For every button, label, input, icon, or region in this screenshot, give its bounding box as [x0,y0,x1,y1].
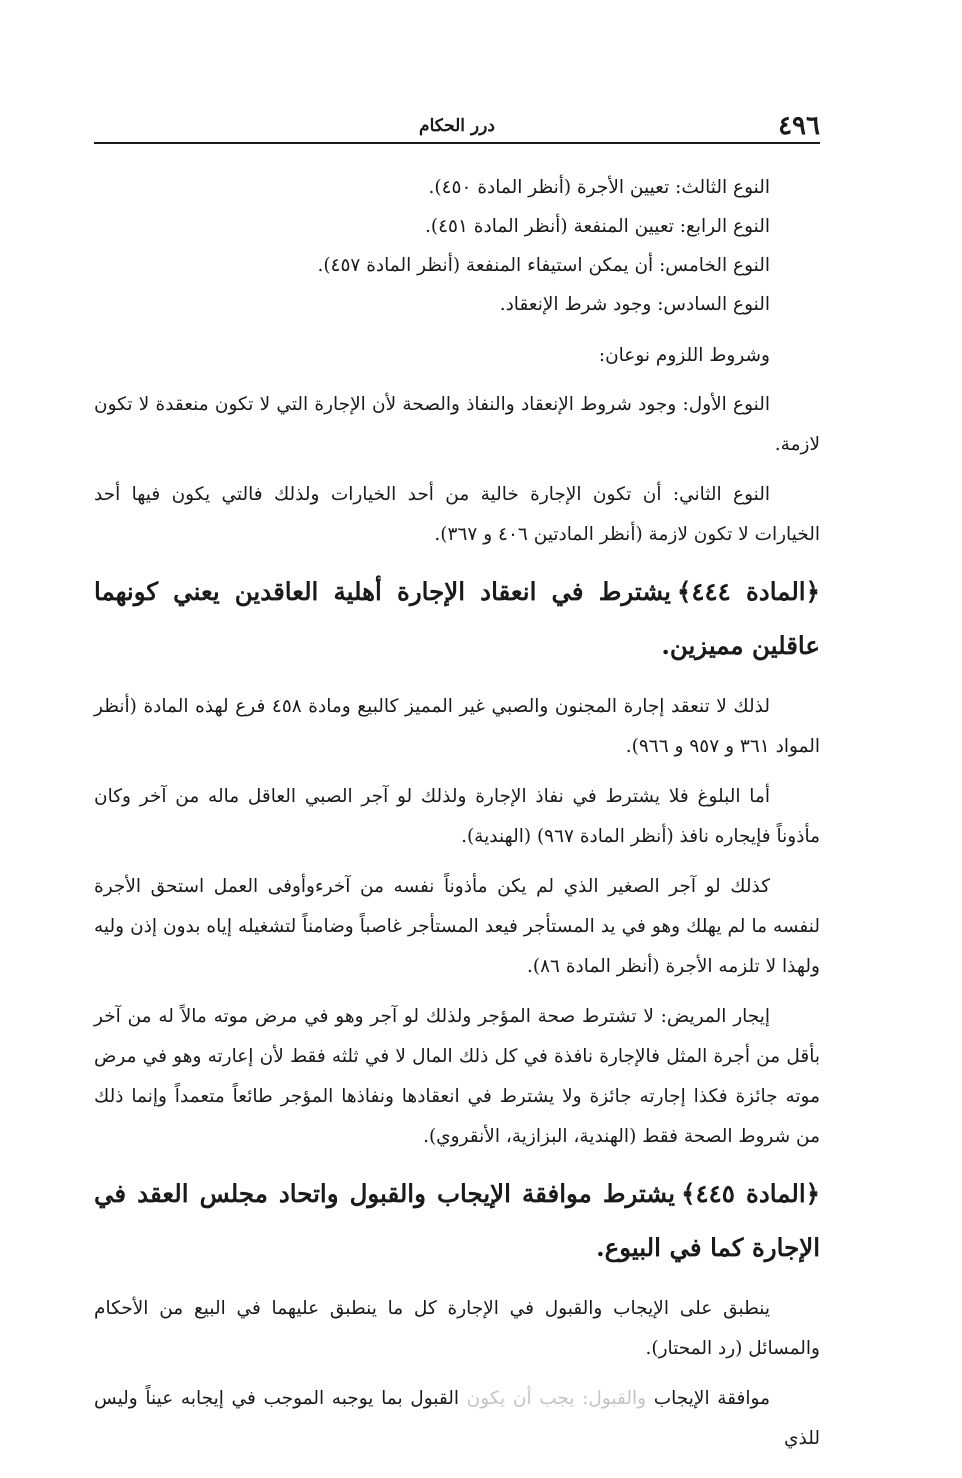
article-444-number: ﴿المادة ٤٤٤﴾ [677,577,820,606]
paragraph-445-b-end: القبول بما يوجبه الموجب في إيجابه عيناً وليس للذي [94,1388,820,1449]
paragraph-445-b-start: موافقة الإيجاب [646,1388,770,1409]
list-item-type3: النوع الثالث: تعيين الأجرة (أنظر المادة ٤٥٠). [428,177,770,198]
running-title: درر الحكام [419,116,495,136]
paragraph-445-b [94,1379,820,1459]
page-number: ٤٩٦ [778,111,820,141]
list-item-type4: النوع الرابع: تعيين المنفعة (أنظر المادة ٤٥١). [424,216,770,237]
paragraph-445-b-faded: والقبول: يجب أن يكون [466,1388,647,1409]
paragraph-445-a: ينطبق على الإيجاب والقبول في الإجارة كل ما ينطبق عليهما في البيع من الأحكام والمسائل (رد المحتار). [94,1298,820,1359]
paragraph-444-a: لذلك لا تنعقد إجارة المجنون والصبي غير المميز كالبيع ومادة ٤٥٨ فرع لهذه المادة (أنظر المواد ٣٦١ و ٩٥٧ و ٩٦٦). [94,696,820,757]
article-444-heading [94,565,820,673]
body-text [94,168,820,1469]
article-445-number: ﴿المادة ٤٤٥﴾ [681,1179,820,1208]
article-445-text: يشترط موافقة الإيجاب والقبول واتحاد مجلس العقد في الإجارة كما في البيوع. [94,1179,820,1262]
spacer [94,324,820,336]
paragraph-444-d: إيجار المريض: لا تشترط صحة المؤجر ولذلك لو آجر وهو في مرض موته مالاً له من آخر بأقل من أجرة المثل فالإجارة نافذة في كل ذلك المال لا في ثلثه فقط لأن إعارته وهو في مرض موته جائزة فكذا إجارته جائزة ولا يشترط في انعقادها ونفاذها المؤجر طائعاً متعمداً وإنما ذلك من شروط الصحة فقط (الهندية، البزازية، الأنقروي). [94,1006,820,1147]
running-header [94,112,820,144]
paragraph-type2: النوع الثاني: أن تكون الإجارة خالية من أحد الخيارات ولذلك فالتي يكون فيها أحد الخيارات لا تكون لازمة (أنظر المادتين ٤٠٦ و ٣٦٧). [94,484,820,545]
list-item-type6: النوع السادس: وجود شرط الإنعقاد. [499,294,770,315]
lazum-intro: وشروط اللزوم نوعان: [598,345,770,366]
list-item-type5: النوع الخامس: أن يمكن استيفاء المنفعة (أنظر المادة ٤٥٧). [317,255,770,276]
paragraph-type1: النوع الأول: وجود شروط الإنعقاد والنفاذ والصحة لأن الإجارة التي لا تكون منعقدة لا تكون لازمة. [94,394,820,455]
article-445-heading [94,1167,820,1275]
paragraph-444-c: كذلك لو آجر الصغير الذي لم يكن مأذوناً نفسه من آخرءوأوفى العمل استحق الأجرة لنفسه ما لم يهلك وهو في يد المستأجر فيعد المستأجر غاصباً وضامناً لتشغيله إياه بدون إذن وليه ولهذا لا تلزمه الأجرة (أنظر المادة ٨٦). [94,876,820,977]
paragraph-444-b: أما البلوغ فلا يشترط في نفاذ الإجارة ولذلك لو آجر الصبي العاقل ماله من آخر وكان مأذوناً فإيجاره نافذ (أنظر المادة ٩٦٧) (الهندية). [94,786,820,847]
article-444-text: يشترط في انعقاد الإجارة أهلية العاقدين يعني كونهما عاقلين مميزين. [94,577,820,660]
